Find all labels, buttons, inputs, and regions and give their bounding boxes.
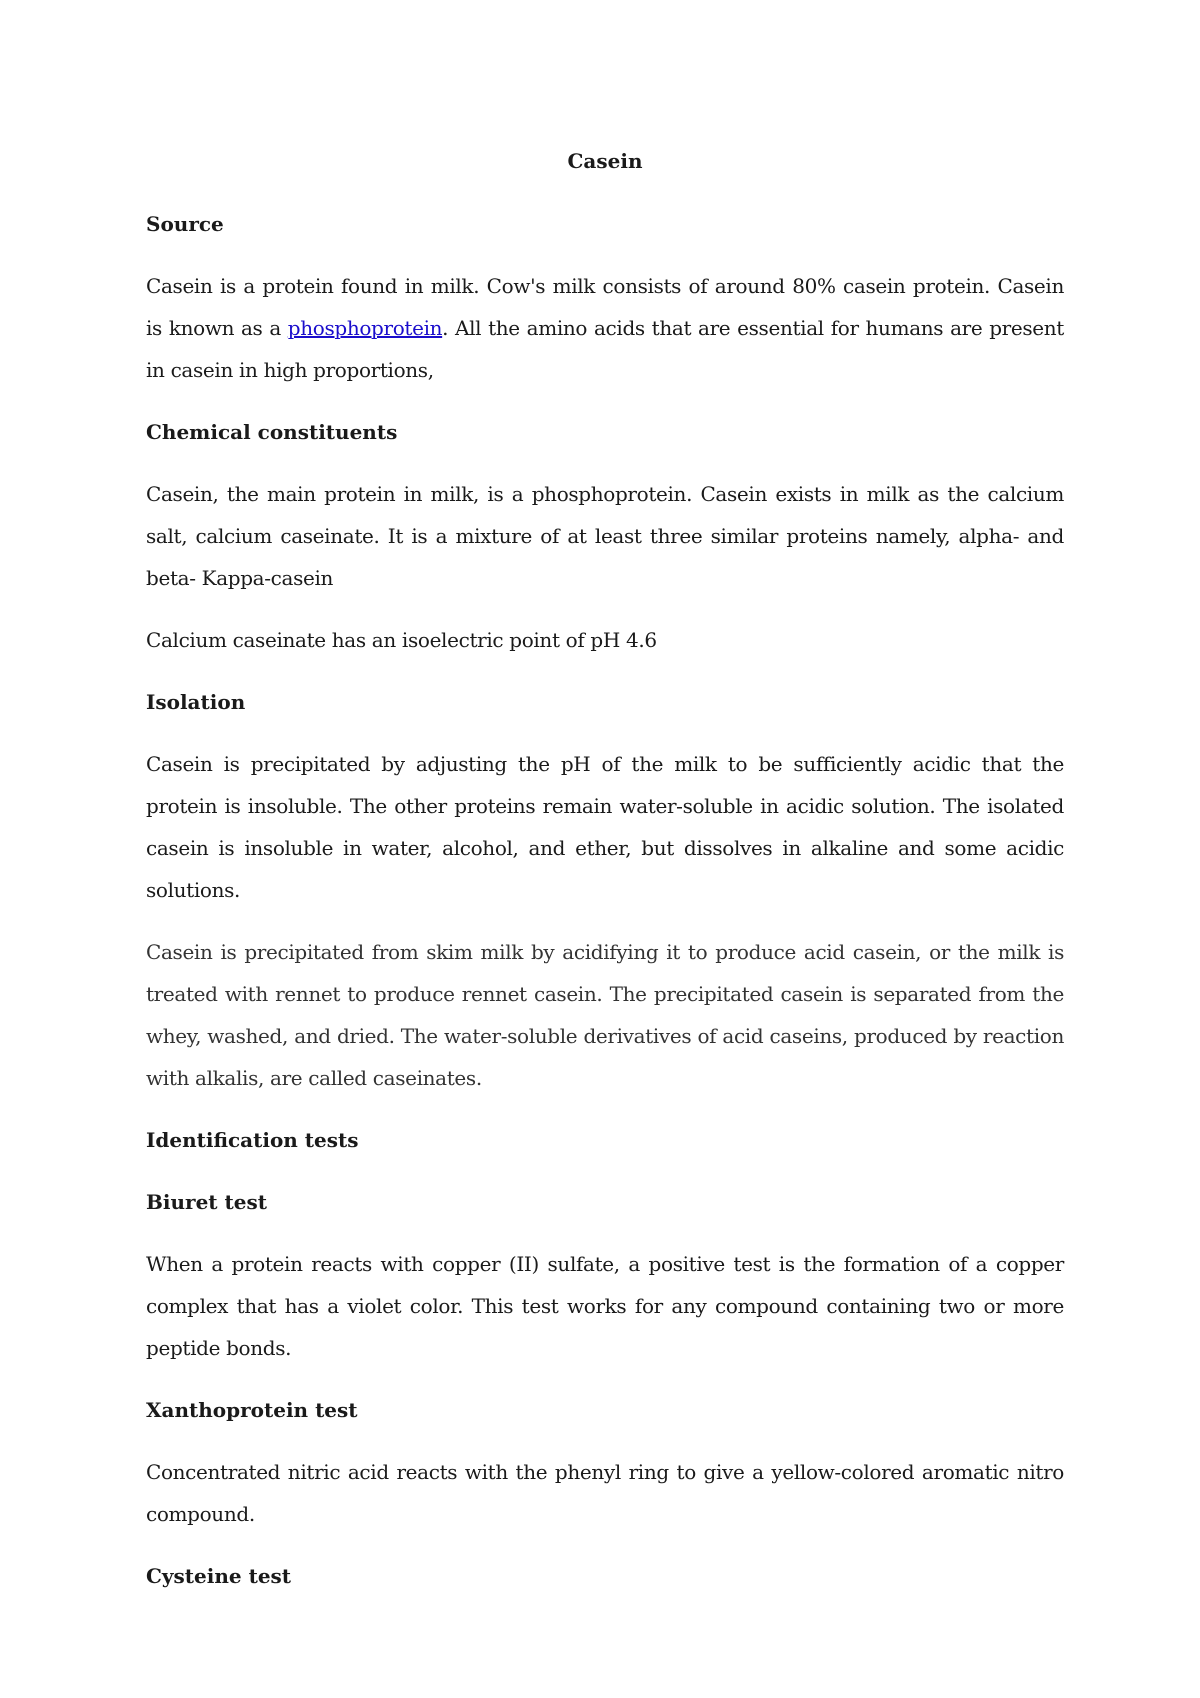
phosphoprotein-link[interactable]: phosphoprotein <box>287 316 443 340</box>
paragraph-isolation-2: Casein is precipitated from skim milk by acidifying it to produce acid casein, or the milk is treated with rennet to produce rennet casein. The precipitated casein is separated from the whey, washed, and dried. The water-soluble derivatives of acid caseins, produced by reaction with alkalis, are called caseinates. <box>146 940 1064 1090</box>
paragraph-biuret: When a protein reacts with copper (II) sulfate, a positive test is the formation of a copper complex that has a violet color. This test works for any compound containing two or more peptide bonds. <box>146 1252 1064 1360</box>
paragraph-source <box>146 265 1064 391</box>
document-page <box>146 140 1064 1617</box>
heading-isolation: Isolation <box>146 690 246 714</box>
heading-identification-tests: Identification tests <box>146 1128 359 1152</box>
heading-xanthoprotein-test: Xanthoprotein test <box>146 1398 358 1422</box>
heading-biuret-test: Biuret test <box>146 1190 267 1214</box>
heading-cysteine-test: Cysteine test <box>146 1564 292 1588</box>
paragraph-isolation-1: Casein is precipitated by adjusting the pH of the milk to be sufficiently acidic that the protein is insoluble. The other proteins remain water-soluble in acidic solution. The isolated casein is insoluble in water, alcohol, and ether, but dissolves in alkaline and some acidic solutions. <box>146 752 1064 902</box>
paragraph-chemical-1: Casein, the main protein in milk, is a phosphoprotein. Casein exists in milk as the calcium salt, calcium caseinate. It is a mixture of at least three similar proteins namely, alpha- and beta- Kappa-casein <box>146 482 1064 590</box>
heading-source: Source <box>146 212 224 236</box>
paragraph-text: . All the amino acids that are essential for humans are present in casein in high proportions, <box>146 316 1064 382</box>
heading-chemical-constituents: Chemical constituents <box>146 420 398 444</box>
paragraph-xanthoprotein: Concentrated nitric acid reacts with the phenyl ring to give a yellow-colored aromatic nitro compound. <box>146 1460 1064 1526</box>
document-title: Casein <box>567 149 643 173</box>
paragraph-text: Casein is a protein found in milk. Cow's milk consists of around 80% casein protein. Casein is known as a <box>146 274 1064 340</box>
paragraph-chemical-2: Calcium caseinate has an isoelectric point of pH 4.6 <box>146 628 657 652</box>
